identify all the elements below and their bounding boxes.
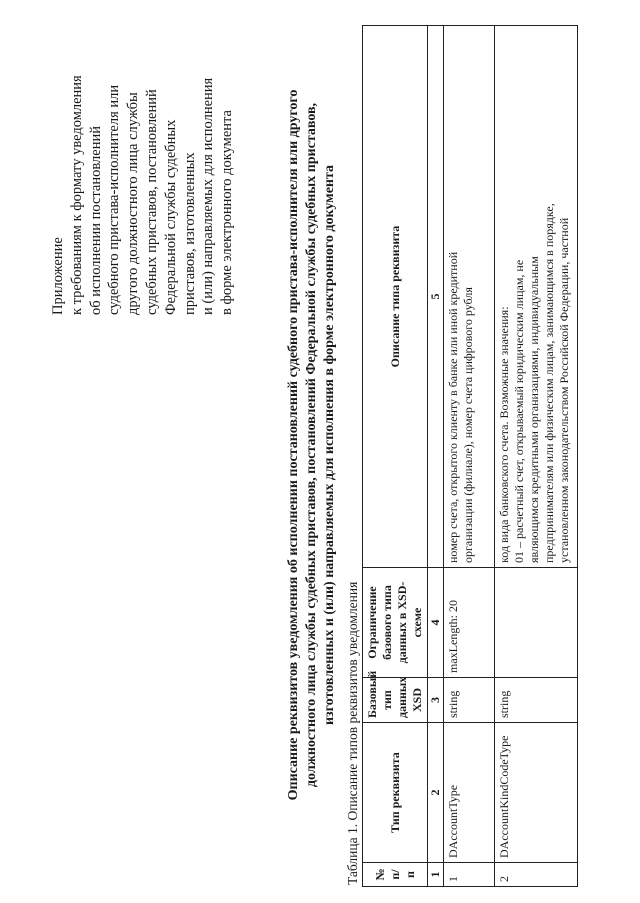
appendix-line: судебного пристава-исполнителя или (106, 84, 123, 315)
description-line: организации (филиале), номер счета цифрового рубля (461, 287, 475, 563)
title-line: должностного лица службы судебных приставов, постановлений Федеральной службы судебных приставов, (304, 102, 319, 788)
row-type: DAccountKindCodeType (495, 723, 578, 863)
column-number: 3 (428, 678, 444, 723)
column-number: 5 (428, 26, 444, 568)
appendix-line: к требованиям к формату уведомления (68, 75, 85, 315)
appendix-line: Приложение (50, 237, 66, 315)
header-restriction: Ограничение базового типа данных в XSD-схеме (363, 568, 428, 678)
document-title (285, 15, 339, 875)
header-type: Тип реквизита (363, 723, 428, 863)
description-line: 01 – расчетный счет, открываемый юридическим лицам, не (512, 259, 526, 563)
appendix-line: об исполнении постановлений (87, 126, 104, 315)
table-header-row (363, 26, 428, 887)
appendix-line: судебных приставов, постановлений (143, 89, 160, 315)
row-base-type: string (495, 678, 578, 723)
description-line: предпринимателям или физическим лицам, занимающимся в порядке, (542, 203, 556, 563)
header-description: Описание типа реквизита (363, 26, 428, 568)
row-num: 1 (444, 863, 495, 887)
appendix-line: в форме электронного документа (219, 110, 236, 315)
title-line: Описание реквизитов уведомления об исполнении постановлений судебного пристава-исполнителя или другого (286, 89, 301, 801)
header-base-type: Базовый тип данных XSD (363, 678, 428, 723)
table-row (495, 26, 578, 887)
appendix-line: приставов, изготовленных (181, 152, 198, 315)
row-base-type: string (444, 678, 495, 723)
rotated-page (15, 0, 625, 895)
table-caption: Таблица 1. Описание типов реквизитов уведомления (345, 581, 360, 885)
appendix-block (49, 15, 237, 315)
row-restriction: maxLength: 20 (444, 568, 495, 678)
row-description (495, 26, 578, 568)
appendix-line: и (или) направляемых для исполнения (200, 77, 217, 315)
column-number: 4 (428, 568, 444, 678)
description-line: являющимся кредитными организациями, индивидуальным (527, 256, 541, 563)
header-num: № п/п (363, 863, 428, 887)
column-number-row (428, 26, 444, 887)
column-number: 1 (428, 863, 444, 887)
title-line: изготовленных и (или) направляемых для исполнения в форме электронного документа (322, 164, 337, 726)
row-type: DAccountType (444, 723, 495, 863)
row-description (444, 26, 495, 568)
table-row (444, 26, 495, 887)
description-line: номер счета, открытого клиенту в банке или иной кредитной (446, 251, 460, 563)
row-num: 2 (495, 863, 578, 887)
appendix-line: Федеральной службы судебных (162, 119, 179, 315)
description-line: установленном законодательством Российской Федерации, частной (557, 217, 571, 563)
column-number: 2 (428, 723, 444, 863)
description-line: код вида банковского счета. Возможные значения: (497, 306, 511, 563)
requisites-table (362, 25, 578, 887)
row-restriction (495, 568, 578, 678)
appendix-line: другого должностного лица службы (125, 92, 142, 315)
